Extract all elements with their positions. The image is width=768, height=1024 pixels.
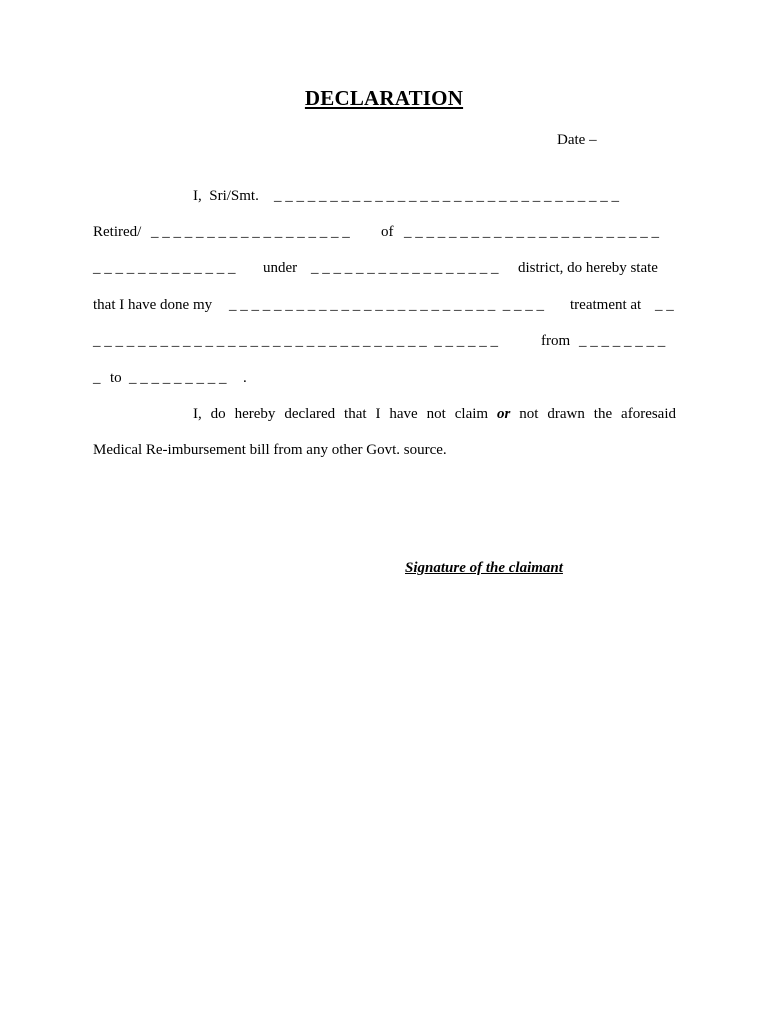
retired-prefix: Retired/ (93, 224, 142, 240)
line-end-period: . (243, 370, 247, 386)
hospital-blank: _ _ (655, 297, 674, 313)
to-text: to (110, 370, 122, 386)
designation-blank: _ _ _ _ _ _ _ _ _ _ _ _ _ _ _ _ _ _ (151, 224, 350, 240)
date-label: Date – (557, 132, 597, 148)
declaration-line-4 (93, 295, 676, 315)
office-blank-continued: _ _ _ _ _ _ _ _ _ _ _ _ _ (93, 260, 236, 276)
declaration-statement-line-1 (93, 404, 676, 424)
declaration-or: or (497, 406, 511, 422)
signature-label: Signature of the claimant (405, 560, 563, 576)
document-title: DECLARATION (304, 86, 464, 110)
to-date-blank: _ _ _ _ _ _ _ _ _ (129, 370, 227, 386)
from-text: from (541, 333, 571, 349)
declaration-line-2 (93, 222, 676, 242)
hospital-blank-continued: _ _ _ _ _ _ _ _ _ _ _ _ _ _ _ _ _ _ _ _ _ _ _ _ _ _ _ _ _ _ _ _ _ _ _ _ (93, 333, 498, 349)
declaration-line-1 (93, 186, 676, 206)
district-text: district, do hereby state (518, 260, 658, 276)
declaration-start: I, do hereby declared that I have not claim (193, 406, 489, 422)
office-blank: _ _ _ _ _ _ _ _ _ _ _ _ _ _ _ _ _ _ _ _ _ _ _ (404, 224, 659, 240)
name-prefix: I, Sri/Smt. (193, 188, 259, 204)
treatment-at-text: treatment at (570, 297, 642, 313)
declaration-end: not drawn the aforesaid (519, 406, 677, 422)
from-date-blank-continued: _ (93, 370, 101, 386)
of-text: of (381, 224, 394, 240)
declaration-line-6 (93, 368, 676, 388)
name-blank: _ _ _ _ _ _ _ _ _ _ _ _ _ _ _ _ _ _ _ _ _ _ _ _ _ _ _ _ _ _ _ (274, 188, 619, 204)
from-date-blank: _ _ _ _ _ _ _ _ (579, 333, 666, 349)
declaration-statement-line-2: Medical Re-imbursement bill from any other Govt. source. (93, 442, 447, 458)
treatment-prefix: that I have done my (93, 297, 213, 313)
district-blank: _ _ _ _ _ _ _ _ _ _ _ _ _ _ _ _ _ (311, 260, 499, 276)
declaration-line-5 (93, 331, 676, 351)
declaration-line-3 (93, 258, 676, 278)
treatment-type-blank: _ _ _ _ _ _ _ _ _ _ _ _ _ _ _ _ _ _ _ _ _ _ _ _ _ _ _ _ (229, 297, 544, 313)
under-text: under (263, 260, 298, 276)
